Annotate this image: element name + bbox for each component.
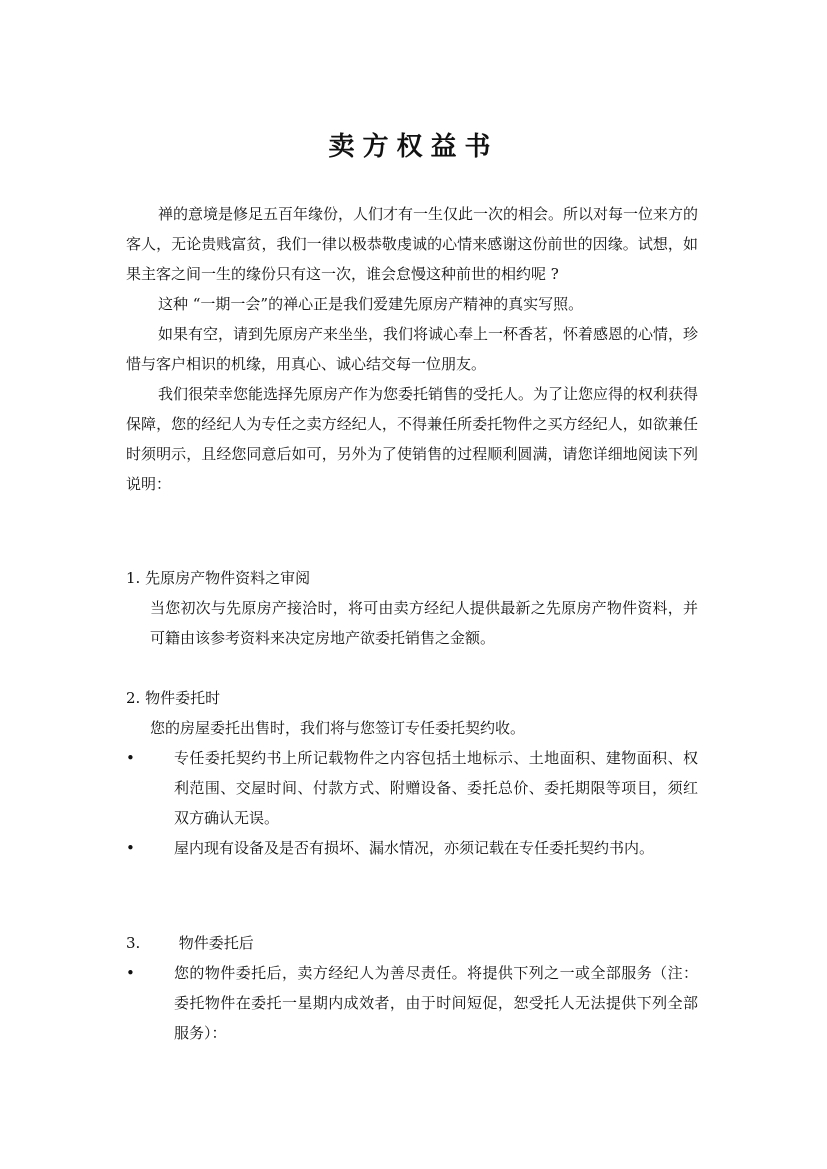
section-number: 3. [126,934,141,952]
section-title: 物件委托时 [145,689,221,707]
bullet-text: 屋内现有设备及是否有损坏、漏水情况，亦须记载在专任委托契约书内。 [174,839,655,857]
bullet-icon: • [126,839,135,857]
bullet-item [126,833,698,863]
bullet-item [126,743,698,833]
intro-block [126,199,698,499]
intro-paragraph: 禅的意境是修足五百年缘份，人们才有一生仅此一次的相会。所以对每一位来方的客人，无论贵贱富贫，我们一律以极恭敬虔诚的心情来感谢这份前世的因缘。试想，如果主客之间一生的缘份只有这一次，谁会怠慢这种前世的相约呢 ? [126,205,699,283]
section-heading [126,683,698,713]
bullet-text: 您的物件委托后，卖方经纪人为善尽责任。将提供下列之一或全部服务（注：委托物件在委托一星期内成效者，由于时间短促，恕受托人无法提供下列全部服务）： [174,964,698,1042]
section-body: 当您初次与先原房产接洽时，将可由卖方经纪人提供最新之先原房产物件资料，并可籍由该参考资料来决定房地产欲委托销售之金额。 [150,599,698,647]
section-heading [126,928,698,958]
section-1 [126,563,698,653]
section-2 [126,683,698,863]
section-heading [126,563,698,593]
section-number: 1. [126,569,141,587]
bullet-item [126,958,698,1048]
bullet-text: 专任委托契约书上所记载物件之内容包括土地标示、土地面积、建物面积、权利范围、交屋时间、付款方式、附赠设备、委托总价、委托期限等项目，须红双方确认无误。 [174,749,698,827]
section-3 [126,928,698,1048]
section-number: 2. [126,689,141,707]
intro-paragraph: 如果有空，请到先原房产来坐坐，我们将诚心奉上一杯香茗，怀着感恩的心情，珍惜与客户相识的机缘，用真心、诚心结交每一位朋友。 [126,325,699,373]
section-title: 先原房产物件资料之审阅 [145,569,311,587]
bullet-icon: • [126,964,135,982]
section-body: 您的房屋委托出售时，我们将与您签订专任委托契约收。 [150,719,526,737]
intro-paragraph: 我们很荣幸您能选择先原房产作为您委托销售的受托人。为了让您应得的权利获得保障，您的经纪人为专任之卖方经纪人，不得兼任所委托物件之买方经纪人，如欲兼任时须明示，且经您同意后如可，另外为了使销售的过程顺利圆满，请您详细地阅读下列说明： [126,385,699,493]
section-title: 物件委托后 [178,934,254,952]
intro-paragraph: 这种 “一期一会”的禅心正是我们爱建先原房产精神的真实写照。 [158,295,584,313]
bullet-icon: • [126,749,135,767]
document-title: 卖方权益书 [328,132,499,162]
